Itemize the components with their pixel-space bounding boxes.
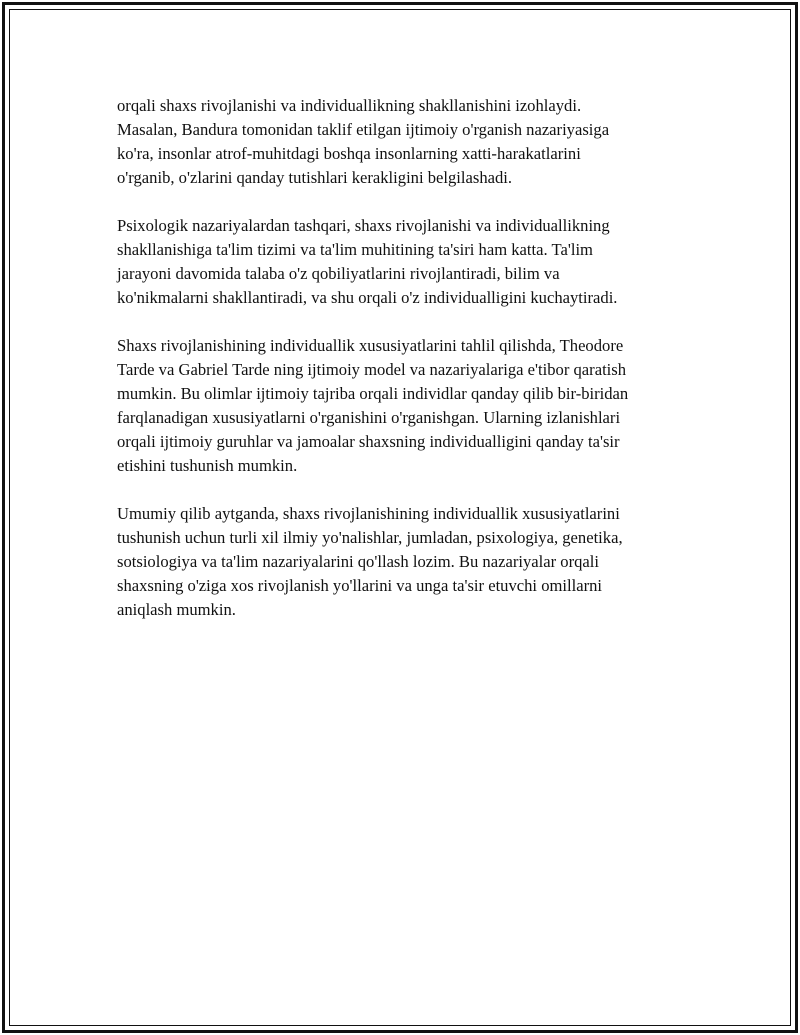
document-body (117, 94, 697, 646)
paragraph-1: orqali shaxs rivojlanishi va individuallikning shakllanishini izohlaydi. Masalan, Bandura tomonidan taklif etilgan ijtimoiy o'rganish nazariyasiga ko'ra, insonlar atrof-muhitdagi boshqa insonlarning xatti-harakatlarini o'rganib, o'zlarini qanday tutishlari kerakligini belgilashadi. (117, 96, 610, 187)
paragraph-2: Psixologik nazariyalardan tashqari, shaxs rivojlanishi va individuallikning shakllanishiga ta'lim tizimi va ta'lim muhitining ta'siri ham katta. Ta'lim jarayoni davomida talaba o'z qobiliyatlarini rivojlantiradi, bilim va ko'nikmalarni shakllantiradi, va shu orqali o'z individualligini kuchaytiradi. (117, 216, 618, 307)
paragraph-3: Shaxs rivojlanishining individuallik xususiyatlarini tahlil qilishda, Theodore Tarde va Gabriel Tarde ning ijtimoiy model va nazariyalariga e'tibor qaratish mumkin. Bu olimlar ijtimoiy tajriba orqali individlar qanday qilib bir-biridan farqlanadigan xususiyatlarni o'rganishini o'rganishgan. Ularning izlanishlari orqali ijtimoiy guruhlar va jamoalar shaxsning individualligini qanday ta'sir etishini tushunish mumkin. (117, 336, 629, 475)
paragraph-4: Umumiy qilib aytganda, shaxs rivojlanishining individuallik xususiyatlarini tushunish uchun turli xil ilmiy yo'nalishlar, jumladan, psixologiya, genetika, sotsiologiya va ta'lim nazariyalarini qo'llash lozim. Bu nazariyalar orqali shaxsning o'ziga xos rivojlanish yo'llarini va unga ta'sir etuvchi omillarni aniqlash mumkin. (117, 504, 623, 619)
